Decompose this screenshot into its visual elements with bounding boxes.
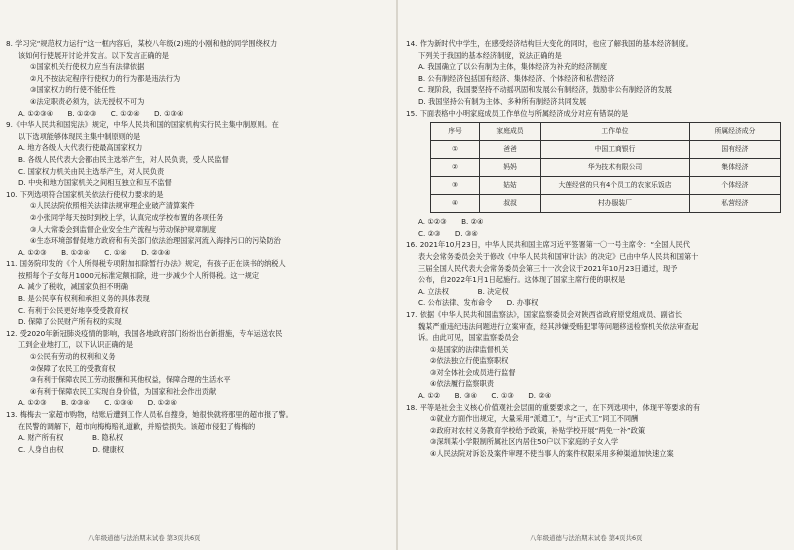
text-line: ②凡不按法定程序行使权力的行为都是违法行为 [30, 73, 181, 83]
text-line: ①国家机关行使权力应当有法律依据 [30, 62, 145, 72]
text-line: ②依法独立行使监察职权 [430, 356, 509, 366]
text-line: A. 我国确立了以公有制为主体，集体经济为补充的经济制度 [418, 62, 608, 72]
table-row [431, 195, 781, 213]
text-line: ④人民法院对诉讼及案件审理不使当事人的案件权限采用多种渠道加快速立案 [430, 449, 674, 459]
text-line: 9.《中华人民共和国宪法》规定，中华人民共和国的国家机构实行民主集中制原则。在 [6, 120, 279, 130]
text-line: C. 国家权力机关由民主选举产生，对人民负责 [18, 166, 165, 176]
text-line: 15. 下面表格中小明家庭成员工作单位与所属经济成分对应有错误的是 [406, 108, 629, 118]
table-cell: 姑姑 [480, 177, 541, 195]
table-cell: 中国工商银行 [541, 141, 690, 159]
table-cell: 个体经济 [690, 177, 781, 195]
text-line: 在民警的调解下，超市向梅梅赔礼道歉，并赔偿损失。该超市侵犯了梅梅的 [18, 421, 256, 431]
text-line: 诉。由此可见，国家监察委员会 [418, 333, 519, 343]
table-row [431, 177, 781, 195]
text-line: B. 是公民享有权利和承担义务的具体表现 [18, 294, 150, 304]
text-line: 魏某严重违纪违法问题进行立案审查，经其涉嫌受贿犯罪等问题移送检察机关依法审查起 [418, 321, 699, 331]
table-header: 序号 [431, 123, 480, 141]
table-cell: ② [431, 159, 480, 177]
text-line: 17. 依据《中华人民共和国监察法》，国家监察委员会对陕西省政府原党组成员、副省长 [406, 309, 683, 319]
text-line: 三届全国人民代表大会常务委员会第三十一次会议于2021年10月23日通过，现予 [418, 263, 678, 273]
table-header-row [431, 123, 781, 141]
text-line: 以下选项能够体现民主集中制原则的是 [18, 131, 141, 141]
text-line: 该如何行使展开讨论并发言。以下发言正确的是 [18, 50, 169, 60]
table-cell: 爸爸 [480, 141, 541, 159]
text-line: C. ②③ D. ③④ [418, 228, 478, 238]
text-line: A. 减少了税收，减国家负担不明确 [18, 282, 128, 292]
text-line: ③有利于保障农民工劳动报酬和其他权益，保障合理的生活水平 [30, 375, 231, 385]
table-row [431, 159, 781, 177]
text-line: A. ①②③④ B. ①②③ C. ①②④ D. ①③④ [18, 108, 184, 118]
questions-14-15 [406, 38, 788, 119]
text-line: 11. 国务院印发的《个人所得税专项附加扣除暂行办法》规定，有孩子正在读书的纳税人 [6, 259, 286, 269]
table-cell: ④ [431, 195, 480, 213]
text-line: ③深圳某小学限制所属社区内居住50户以下家庭的子女入学 [430, 437, 619, 447]
page-gutter [396, 0, 398, 550]
text-line: A. 地方各级人大代表行使最高国家权力 [18, 143, 143, 153]
table-header: 工作单位 [541, 123, 690, 141]
text-line: 公布，自2022年1月1日起施行。这体现了国家主席行使的职权是 [418, 275, 626, 285]
table-cell: 私营经济 [690, 195, 781, 213]
text-line: 13. 梅梅去一家超市购物，结账后遭到工作人员私自搜身，她很快就将那里的超市报了警。 [6, 410, 293, 419]
text-line: 下列关于我国的基本经济制度，说法正确的是 [418, 50, 562, 60]
text-line: C. 人身自由权 D. 健康权 [18, 444, 124, 454]
text-line: 表大会常务委员会关于修改《中华人民共和国审计法》的决定》已由中华人民共和国第十 [418, 251, 699, 261]
text-line: ②小张同学每天按时到校上学，认真完成学校布置的各项任务 [30, 212, 224, 222]
text-line: A. ①②③ B. ②④ [418, 217, 484, 227]
table-row [431, 141, 781, 159]
text-line: 工到企业地打工，以下认识正确的是 [18, 340, 134, 350]
text-line: ④依法履行监察职责 [430, 379, 494, 389]
text-line: D. 我国坚持公有制为主体、多种所有制经济共同发展 [418, 96, 587, 106]
text-line: A. ①② B. ③④ C. ①③ D. ②④ [418, 391, 552, 401]
family-economy-table [430, 122, 781, 213]
table-cell: 大莲经营的只有4个员工的农家乐饭店 [541, 177, 690, 195]
text-line: ①人民法院依照相关法律法规审理企业破产清算案件 [30, 201, 195, 211]
text-line: ②保障了农民工的受教育权 [30, 363, 116, 373]
text-line: A. 财产所有权 B. 隐私权 [18, 433, 124, 443]
text-line: C. 有利于公民更好地享受受教育权 [18, 305, 129, 315]
text-line: A. ①②③ B. ②③④ C. ①③④ D. ①②④ [18, 398, 177, 408]
text-line: ③人大常委会到监督企业安全生产流程与劳动保护规章制度 [30, 224, 217, 234]
text-line: ①公民有劳动的权利和义务 [30, 352, 116, 362]
text-line: 16. 2021年10月23日，中华人民共和国主席习近平签署第一〇一号主席令：“全国人民代 [406, 240, 691, 250]
text-line: B. 公有制经济包括国有经济、集体经济、个体经济和私营经济 [418, 73, 615, 83]
text-line: ④法定职责必须为，法无授权不可为 [30, 96, 145, 106]
right-page [406, 38, 788, 460]
text-line: ④生态环境部督促地方政府和有关部门依法治理国家河流入海排污口的污染防治 [30, 236, 281, 246]
table-cell: 村办服装厂 [541, 195, 690, 213]
text-line: 按照每个子女每月1000元标准定额扣除，进一步减少个人所得税。这一规定 [18, 270, 260, 280]
text-line: C. 现阶段，我国要坚持不动摇巩固和发展公有制经济，鼓励非公有制经济的发展 [418, 85, 672, 95]
text-line: 14. 作为新时代中学生，在感受经济结构巨大变化的同时，也应了解我国的基本经济制度。 [406, 39, 693, 48]
table-cell: 叔叔 [480, 195, 541, 213]
text-line: ①就业方面作出规定，大量采用“派遣工”，与“正式工”同工不同酬 [430, 414, 639, 424]
text-line: D. 中央和地方国家机关之间相互独立和互不监督 [18, 178, 172, 188]
text-line: 18. 平等是社会主义核心价值观社会层面的重要要求之一，在下列选项中，体现平等要求的有 [406, 402, 701, 412]
text-line: ①是国家的法律监督机关 [430, 344, 509, 354]
table-cell: ③ [431, 177, 480, 195]
text-line: 10. 下列选项符合国家机关依法行使权力要求的是 [6, 189, 164, 199]
text-line: D. 保障了公民财产所有权的实现 [18, 317, 122, 327]
questions-16-18 [406, 216, 788, 459]
text-line: B. 各级人民代表大会都由民主选举产生，对人民负责，受人民监督 [18, 154, 229, 164]
text-line: ④有利于保障农民工实现自身价值，为国家和社会作出贡献 [30, 386, 217, 396]
table-cell: 妈妈 [480, 159, 541, 177]
table-header: 所属经济成分 [690, 123, 781, 141]
text-line: 8. 学习完“规范权力运行”这一框内容后，某校八年级(2)班的小刚和他的同学围绕权力 [6, 39, 278, 48]
text-line: ③国家权力的行使不能任性 [30, 85, 116, 95]
right-page-footer: 八年级道德与法治期末试卷 第4页共6页 [530, 534, 643, 542]
text-line: A. 立法权 B. 决定权 [418, 286, 509, 296]
table-cell: 集体经济 [690, 159, 781, 177]
text-line: A. ①②③ B. ①②④ C. ①④ D. ②③④ [18, 247, 171, 257]
text-line: 12. 受2020年新冠肺炎疫情的影响，我国各地政府部门纷纷出台新措施，专车运送农民 [6, 328, 283, 338]
text-line: ③对全体社会成员进行监督 [430, 367, 516, 377]
table-cell: 华为技术有限公司 [541, 159, 690, 177]
table-cell: ① [431, 141, 480, 159]
text-line: ②政府对农村义务教育学校给予政策，补贴学校开展“两免一补”政策 [430, 425, 646, 435]
text-line: C. 公布法律、发布命令 D. 办事权 [418, 298, 539, 308]
table-header: 家庭成员 [480, 123, 541, 141]
left-page [6, 38, 390, 455]
table-cell: 国有经济 [690, 141, 781, 159]
left-page-footer: 八年级道德与法治期末试卷 第3页共6页 [88, 534, 201, 542]
